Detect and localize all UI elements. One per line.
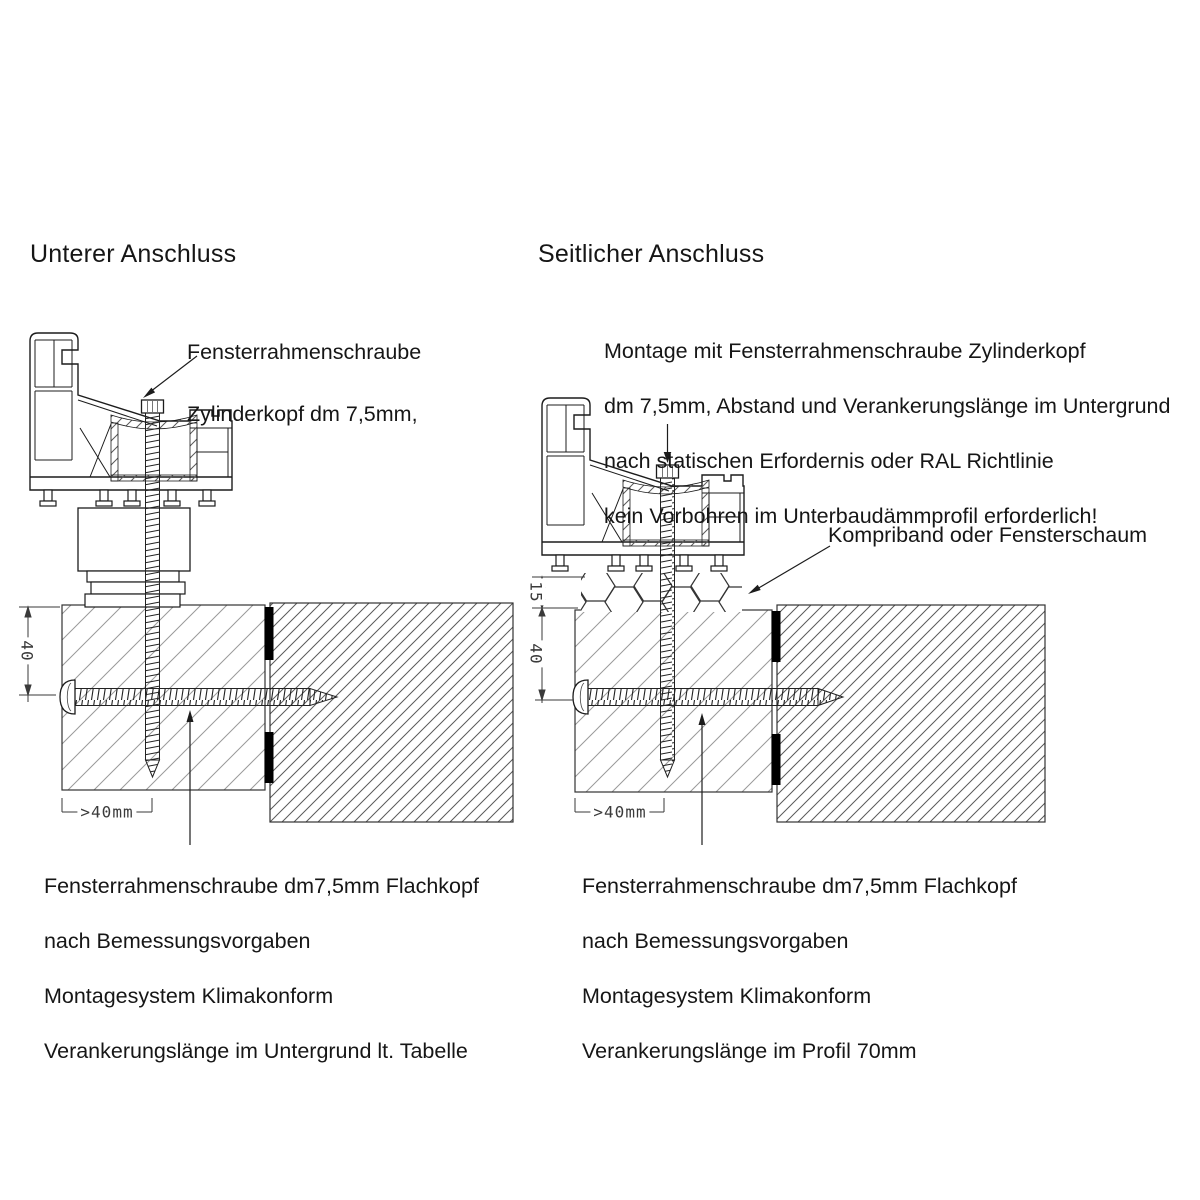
right-bottom-note-line3: Montagesystem Klimakonform [581,983,872,1008]
left-dim-40-text: 40 [18,637,37,664]
montage-note-line4: kein Vorbohren im Unterbaudämmprofil erforderlich! [603,503,1098,528]
left-bottom-note-line4: Verankerungslänge im Untergrund lt. Tabelle [43,1038,468,1063]
left-shim-plates [85,571,185,607]
montage-note-line2: dm 7,5mm, Abstand und Verankerungslänge im Untergrund [603,393,1171,418]
left-bottom-note-line1: Fensterrahmenschraube dm7,5mm Flachkopf [43,873,479,898]
right-wall-hatch [777,605,1045,822]
left-bottom-note-line2: nach Bemessungsvorgaben [43,928,311,953]
right-dim-40mm-text: >40mm [590,803,649,822]
left-section-title: Unterer Anschluss [30,240,237,268]
left-screw-label-line1: Fensterrahmenschraube [186,340,422,364]
right-section-title: Seitlicher Anschluss [538,240,765,268]
right-dim-40-text: 40 [527,640,546,667]
left-bottom-note-line3: Montagesystem Klimakonform [43,983,334,1008]
left-bottom-note [32,845,479,1065]
right-bottom-note-line1: Fensterrahmenschraube dm7,5mm Flachkopf [581,873,1017,898]
right-bottom-note-line2: nach Bemessungsvorgaben [581,928,849,953]
montage-note-line3: nach statischen Erfordernis oder RAL Richtlinie [603,448,1054,473]
right-montage-note [592,310,1170,530]
kompriband-label: Kompriband oder Fensterschaum [828,523,1148,547]
right-dim-15-text: 15 [527,578,546,605]
right-bottom-note-line4: Verankerungslänge im Profil 70mm [581,1038,917,1063]
left-dim-40mm-text: >40mm [77,803,136,822]
montage-note-line1: Montage mit Fensterrahmenschraube Zylinderkopf [603,338,1086,363]
right-bottom-note [570,845,1017,1065]
kompriband-leader-arrow [748,546,830,594]
left-subframe-block [78,508,190,571]
left-screw-label [175,306,421,430]
left-screw-label-line2: Zylinderkopf dm 7,5mm, [186,402,418,426]
left-wall-hatch [270,603,513,822]
